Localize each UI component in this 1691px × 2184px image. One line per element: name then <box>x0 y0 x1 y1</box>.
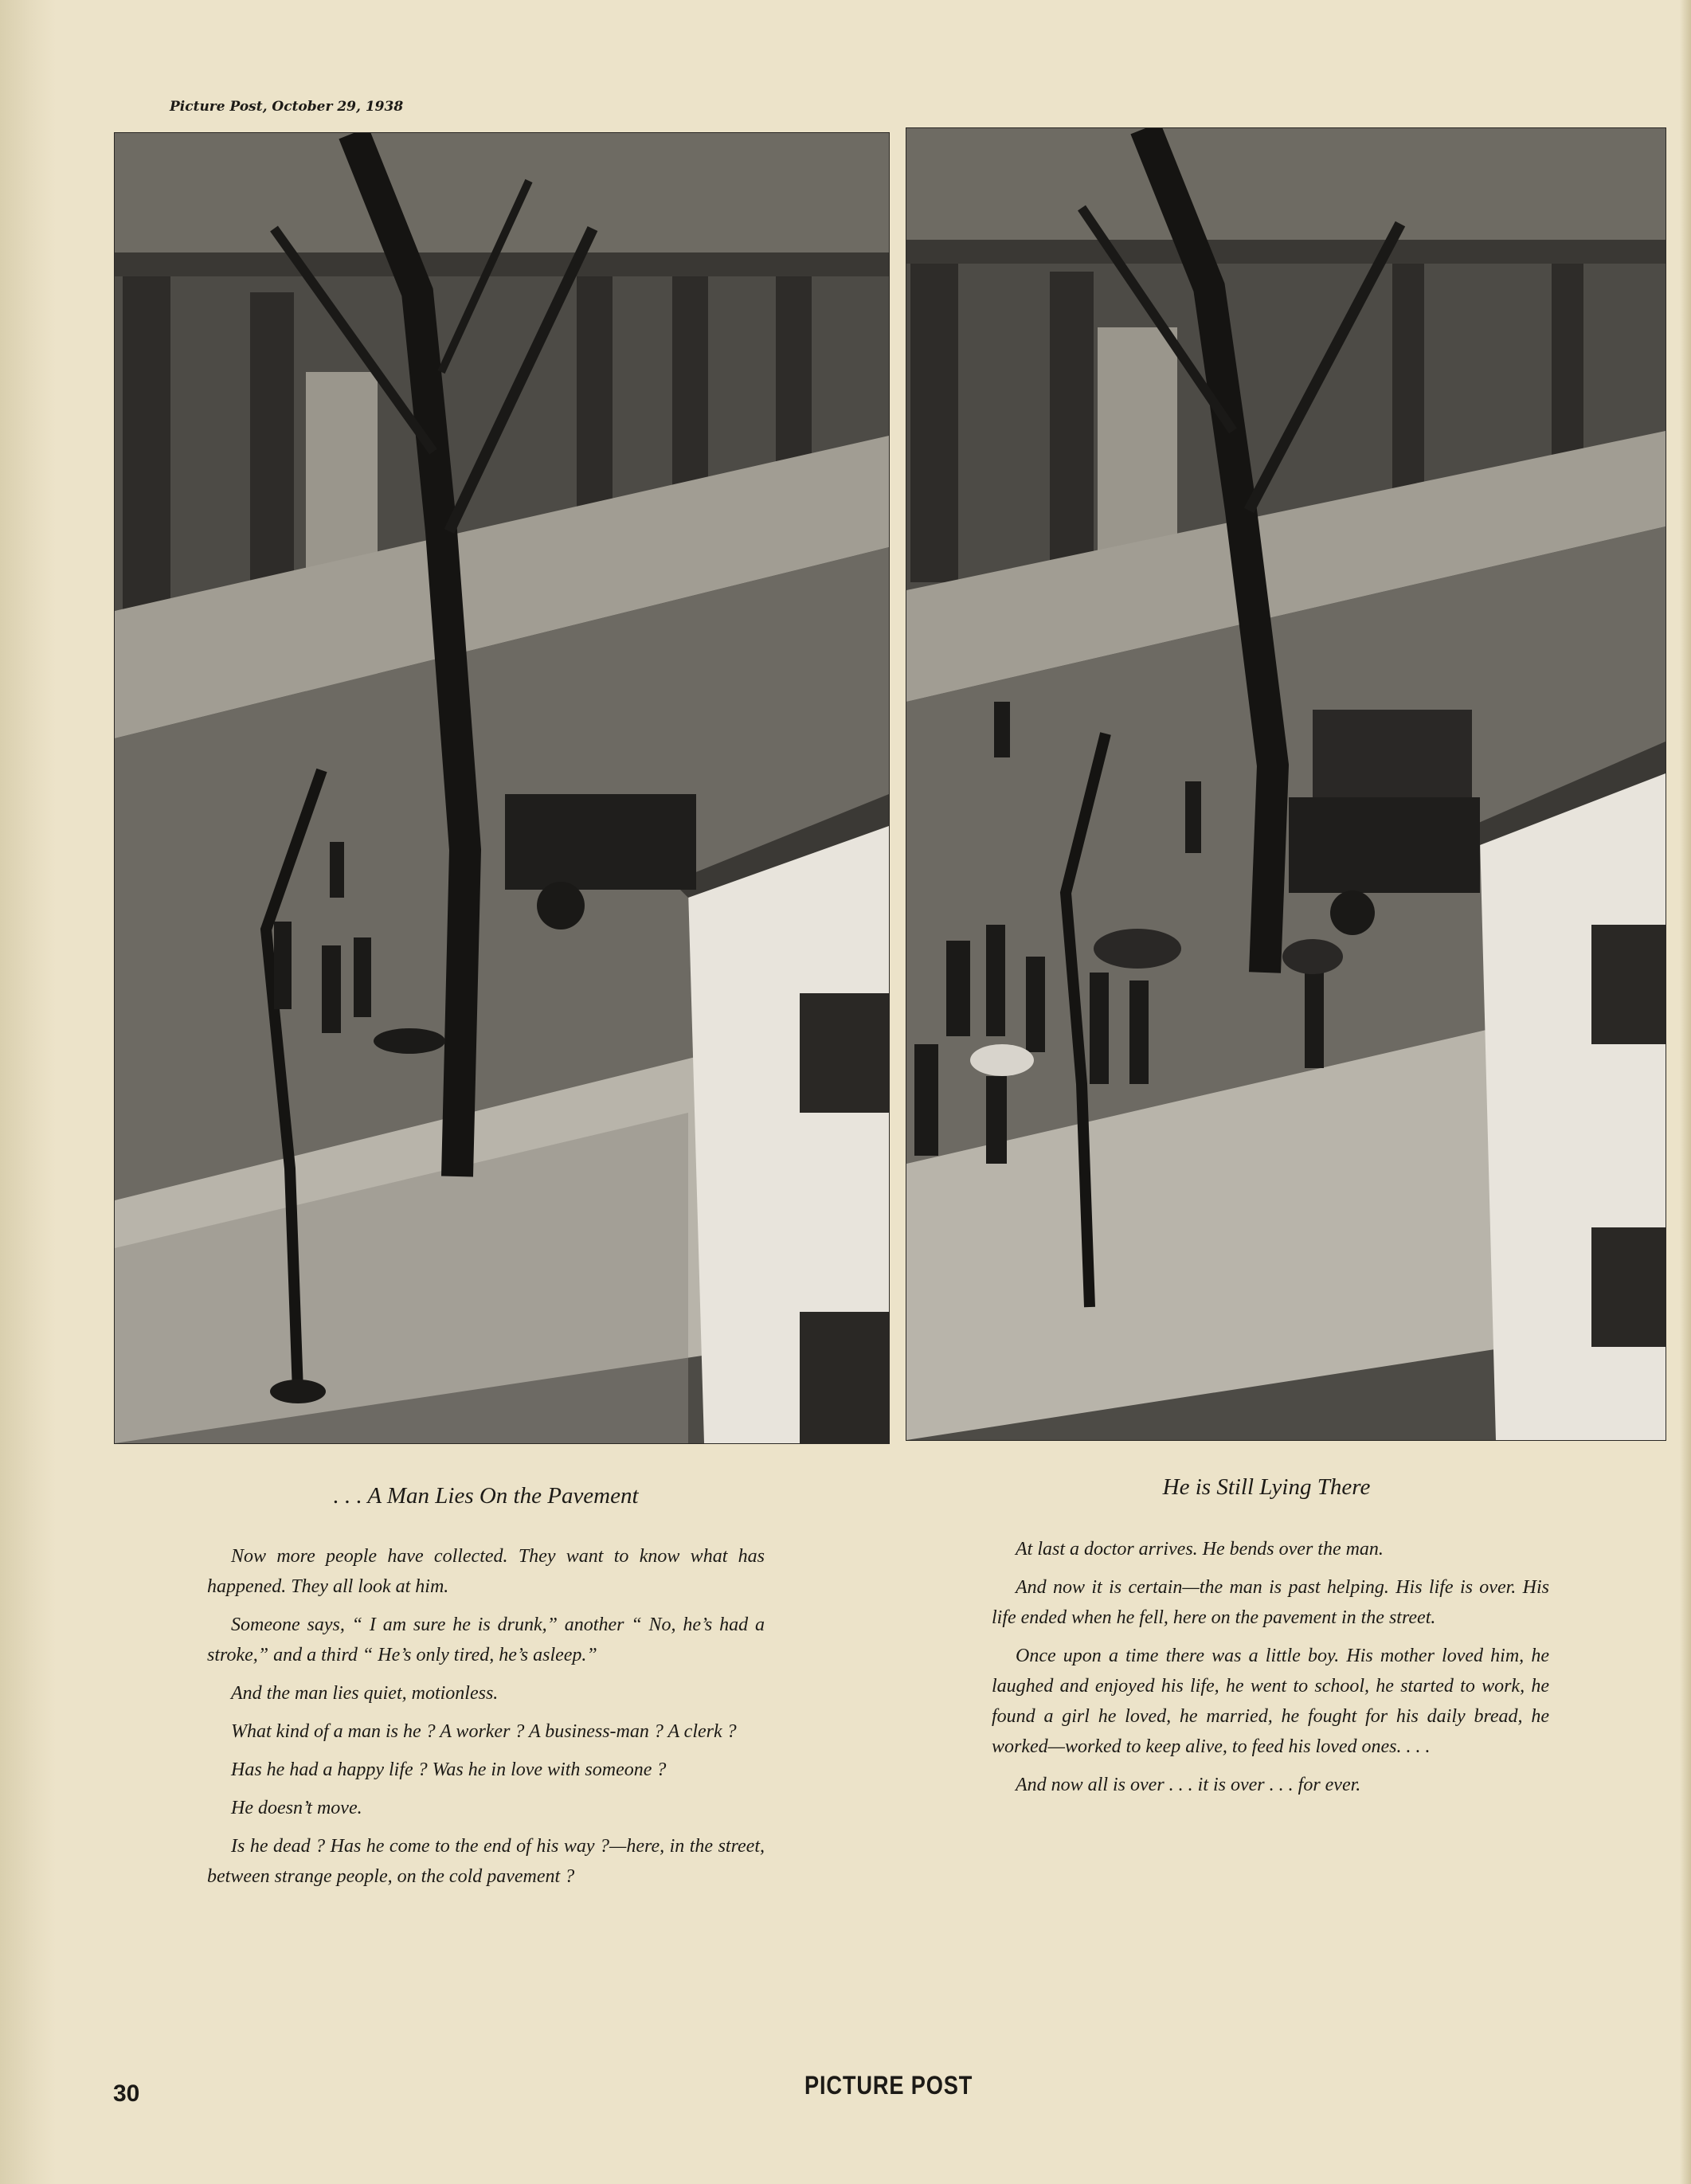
paragraph: And now it is certain—the man is past helping. His life is over. His life ended when he fell, here on the pavement in the street. <box>992 1577 1549 1628</box>
page-edge <box>0 0 56 2184</box>
paragraph: Once upon a time there was a little boy. His mother loved him, he laughed and enjoyed his life, he went to school, he started to work, he found a girl he loved, he married, he fought for his daily bread, he worked—worked to keep alive, to feed his loved ones. . . . <box>992 1646 1549 1757</box>
page-edge-right <box>1680 0 1691 2184</box>
publication-line: Picture Post, October 29, 1938 <box>170 99 404 115</box>
masthead: PICTURE POST <box>804 2071 973 2100</box>
caption-right: He is Still Lying There <box>1162 1474 1371 1500</box>
body-text-right <box>992 1534 1549 1808</box>
paragraph: And now all is over . . . it is over . . . for ever. <box>1016 1775 1361 1795</box>
paragraph: Has he had a happy life ? Was he in love with someone ? <box>231 1759 667 1780</box>
paragraph: Now more people have collected. They want to know what has happened. They all look at him. <box>207 1546 765 1597</box>
paragraph: And the man lies quiet, motionless. <box>231 1683 499 1704</box>
photo-man-lies-on-pavement <box>114 132 890 1444</box>
paragraph: What kind of a man is he ? A worker ? A business-man ? A clerk ? <box>231 1721 737 1742</box>
paragraph: He doesn’t move. <box>231 1798 362 1818</box>
paragraph: Someone says, “ I am sure he is drunk,” another “ No, he’s had a stroke,” and a third “ He’s only tired, he’s asleep.” <box>207 1615 765 1665</box>
page-number: 30 <box>113 2080 140 2107</box>
caption-left: . . . A Man Lies On the Pavement <box>333 1483 639 1509</box>
paragraph: At last a doctor arrives. He bends over the man. <box>1016 1539 1384 1560</box>
body-text-left <box>207 1541 765 1900</box>
photo-still-lying-there <box>906 127 1666 1441</box>
paragraph: Is he dead ? Has he come to the end of his way ?—here, in the street, between strange people, on the cold pavement ? <box>207 1836 765 1887</box>
